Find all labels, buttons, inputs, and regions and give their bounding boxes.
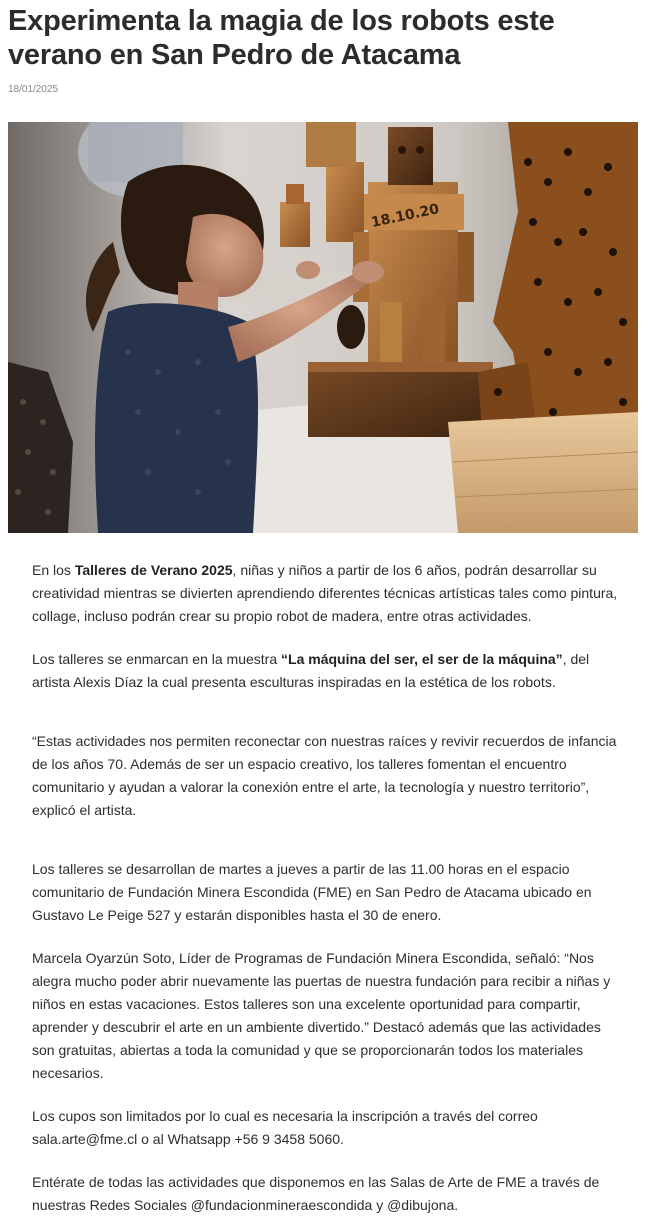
paragraph-fme-quote: Marcela Oyarzún Soto, Líder de Programas de Fundación Minera Escondida, señaló: “Nos alegra mucho poder abrir nuevamente las puertas de nuestra fundación para recibir a niñas y niños en estas vacaciones. Estos talleres son una excelente oportunidad para compartir, aprender y descubrir el arte en un ambiente divertido.” Destacó además que las actividades son gratuitas, abiertas a toda la comunidad y que se proporcionarán todos los materiales necesarios. <box>32 950 611 1081</box>
paragraph-registration: Los cupos son limitados por lo cual es necesaria la inscripción a través del correo sala.arte@fme.cl o al Whatsapp +56 9 3458 5060. <box>32 1108 538 1147</box>
paragraph-muestra: Los talleres se enmarcan en la muestra “La máquina del ser, el ser de la máquina”, del artista Alexis Díaz la cual presenta esculturas inspiradas en la estética de los robots. <box>32 651 590 690</box>
bold-talleres-verano: Talleres de Verano 2025 <box>74 562 233 578</box>
paragraph-talleres: En los Talleres de Verano 2025, niñas y niños a partir de los 6 años, podrán desarrollar su creatividad mientras se divierten aprendiendo diferentes técnicas artísticas tales como pintura, collage, incluso podrán crear su propio robot de madera, entre otras actividades. <box>32 562 618 624</box>
paragraph-schedule: Los talleres se desarrollan de martes a jueves a partir de las 11.00 horas en el espacio comunitario de Fundación Minera Escondida (FME) en San Pedro de Atacama ubicado en Gustavo Le Peige 527 y estarán disponibles hasta el 30 de enero. <box>32 861 592 923</box>
article-photo <box>8 122 638 533</box>
bold-exhibition-title: “La máquina del ser, el ser de la máquina” <box>281 651 563 667</box>
article-title: Experimenta la magia de los robots este verano en San Pedro de Atacama <box>8 5 555 71</box>
sculpture-engraving: 18.10.20 <box>369 201 441 232</box>
paragraph-artist-quote: “Estas actividades nos permiten reconectar con nuestras raíces y revivir recuerdos de infancia de los años 70. Además de ser un espacio creativo, los talleres fomentan el encuentro comunitario y ayudan a valorar la conexión entre el arte, la tecnología y nuestro territorio”, explicó el artista. <box>32 733 617 818</box>
publish-date: 18/01/2025 <box>8 84 59 95</box>
article-body <box>32 559 622 1217</box>
paragraph-social-media: Entérate de todas las actividades que disponemos en las Salas de Arte de FME a través de nuestras Redes Sociales @fundacionmineraescondida y @dibujona. <box>32 1174 600 1213</box>
